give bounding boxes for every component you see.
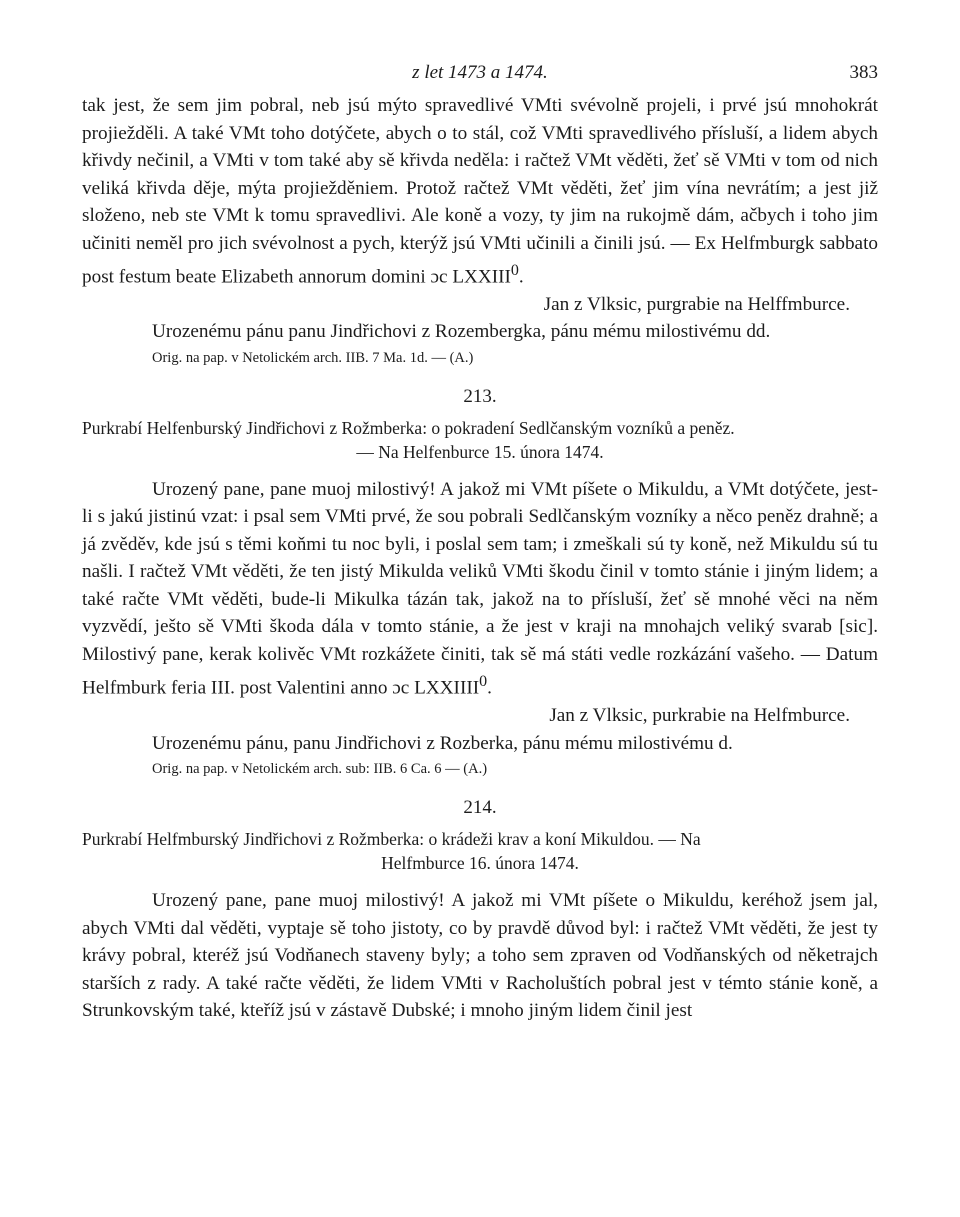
letter-body: Urozený pane, pane muoj milostivý! A jakož mi VMt píšete o Mikuldu, keréhož jsem jal, abych VMti dal věděti, vyptaje sě toho jistoty, co by pravdě důvod byl: i račtež VMt věděti, že jest ty krávy pobral, kteréž jsú Vodňanech staveny byly; a toho sem zpraven od Vodňanských od něketrajch starších z rady. A také račte věděti, že lidem VMti v Racholuštích pobral jest v témto stánie koně, a Strunkovským také, kteříž jsú v zástavě Dubské; i mnoho jiným lidem činil jest: [82, 890, 878, 1022]
document-summary-date: Helfmburce 16. února 1474.: [381, 853, 579, 874]
running-title: z let 1473 a 1474.: [412, 62, 548, 83]
page: [82, 58, 878, 1025]
letter-body-text: Urozený pane, pane muoj milostivý! A jakož mi VMt píšete o Mikuldu, a VMt dotýčete, jest-li s jakú jistinú vzat: i psal sem VMti prvé, že sou pobrali Sedlčanským vozníky a něco peněz drahně; a já zvěděv, kde jsú s těmi koňmi tu noc byli, i poslal sem tam; i zmeškali sú ty koně, než Mikuldu sú tu našli. I račtež VMt věděti, že ten jistý Mikulda veliků VMti škodu činil v tomto stánie i jiným lidem; a také račte VMt věděti, bude-li Mikulka tázán tak, jakož na to přísluší, žeť sě mnohé věci na něm vyzvědí, ješto sě VMti škoda dála v tomto stánie, a že jest v kraji na mnohajch veliký svarab [sic]. Milostivý pane, kerak kolivěc VMt rozkážete činiti, tak sě má státi vedle rozkázání vašeho. — Datum Helfmburk feria III. post Valentini anno ɔc LXXIIII: [82, 478, 878, 699]
letter-214: [82, 795, 878, 1025]
page-header: [82, 58, 878, 92]
source-note: Orig. na pap. v Netolickém arch. sub: IIB. 6 Ca. 6 — (A.): [152, 761, 488, 778]
letter-address: Urozenému pánu, panu Jindřichovi z Rozberka, pánu mému milostivému d.: [152, 732, 733, 754]
letter-signature: Jan z Vlksic, purkrabie na Helfmburce.: [549, 705, 850, 727]
document-summary: Purkrabí Helfmburský Jindřichovi z Rožmberka: o krádeži krav a koní Mikuldou. — Na: [82, 829, 701, 850]
letter-body: Urozený pane, pane muoj milostivý! A jakož mi VMt píšete o Mikuldu, a VMt dotýčete, jest-li s jakú jistinú vzat: i psal sem VMti prvé, že sou pobrali Sedlčanským vozníky a něco peněz drahně; a já zvěděv, kde jsú s těmi koňmi tu noc byli, i poslal sem tam; i zmeškali sú ty koně, než Mikuldu sú tu našli. I račtež VMt věděti, že ten jistý Mikulda veliků VMti škodu činil v tomto stánie i jiným lidem; a také račte VMt věděti, bude-li Mikulka tázán tak, jakož na to přísluší, žeť sě mnohé věci na něm vyzvědí, ješto sě VMti škoda dála v tomto stánie, a že jest v kraji na mnohajch veliký svarab [sic]. Milostivý pane, kerak kolivěc VMt rozkážete činiti, tak sě má státi vedle rozkázání vašeho. — Datum Helfmburk feria III. post Valentini anno ɔc LXXIIII$^0$.: [82, 478, 878, 699]
document-number: 213.: [463, 385, 497, 407]
document-summary-date: — Na Helfenburce 15. února 1474.: [356, 441, 604, 462]
superscript-zero: 0: [510, 262, 519, 279]
letter-signature: Jan z Vlksic, purgrabie na Helffmburce.: [543, 293, 850, 315]
document-summary: Purkrabí Helfenburský Jindřichovi z Rožmberka: o pokradení Sedlčanským vozníků a peněz.: [82, 417, 735, 438]
letter-212-continuation: [82, 92, 878, 370]
source-note: Orig. na pap. v Netolickém arch. IIB. 7 Ma. 1d. — (A.): [152, 349, 474, 366]
document-number: 214.: [463, 797, 497, 819]
letter-body: tak jest, že sem jim pobral, neb jsú mýto spravedlivé VMti svévolně projeli, i prvé jsú mnohokrát projiežděli. A také VMt toho dotýčete, abych o to stál, což VMti spravedlivého přísluší, a lidem abych křivdy nečinil, a VMti v tom také aby sě křivda neděla: i račtež VMt věděti, žeť sě VMti v tom od nich veliká křivda děje, mýta projiežděniem. Protož račtež VMt věděti, žeť jim vína nevrátím; a jest již složeno, neb ste VMt k tomu spravedlivi. Ale koně a vozy, ty jim na rukojmě dám, ačbych i toho jim učiniti neměl pro jich svévolnost a pych, kterýž jsú VMti učinili a činili jsú. — Ex Helfmburgk sabbato post festum beate Elizabeth annorum domini ɔc LXXIII$^0$.: [82, 95, 878, 288]
page-number: 383: [849, 62, 878, 83]
letter-213: [82, 384, 878, 781]
superscript-zero: 0: [479, 673, 488, 691]
letter-address: Urozenému pánu panu Jindřichovi z Rozembergka, pánu mému milostivému dd.: [152, 321, 771, 343]
letter-body-text: tak jest, že sem jim pobral, neb jsú mýto spravedlivé VMti svévolně projeli, i prvé jsú mnohokrát projiežděli. A také VMt toho dotýčete, abych o to stál, což VMti spravedlivého přísluší, a lidem abych křivdy nečinil, a VMti v tom také aby sě křivda neděla: i račtež VMt věděti, žeť sě VMti v tom od nich veliká křivda děje, mýta projiežděniem. Protož račtež VMt věděti, žeť jim vína nevrátím; a jest již složeno, neb ste VMt k tomu spravedlivi. Ale koně a vozy, ty jim na rukojmě dám, ačbych i toho jim učiniti neměl pro jich svévolnost a pych, kterýž jsú VMti učinili a činili jsú. — Ex Helfmburgk sabbato post festum beate Elizabeth annorum domini ɔc LXXIII: [82, 95, 878, 288]
